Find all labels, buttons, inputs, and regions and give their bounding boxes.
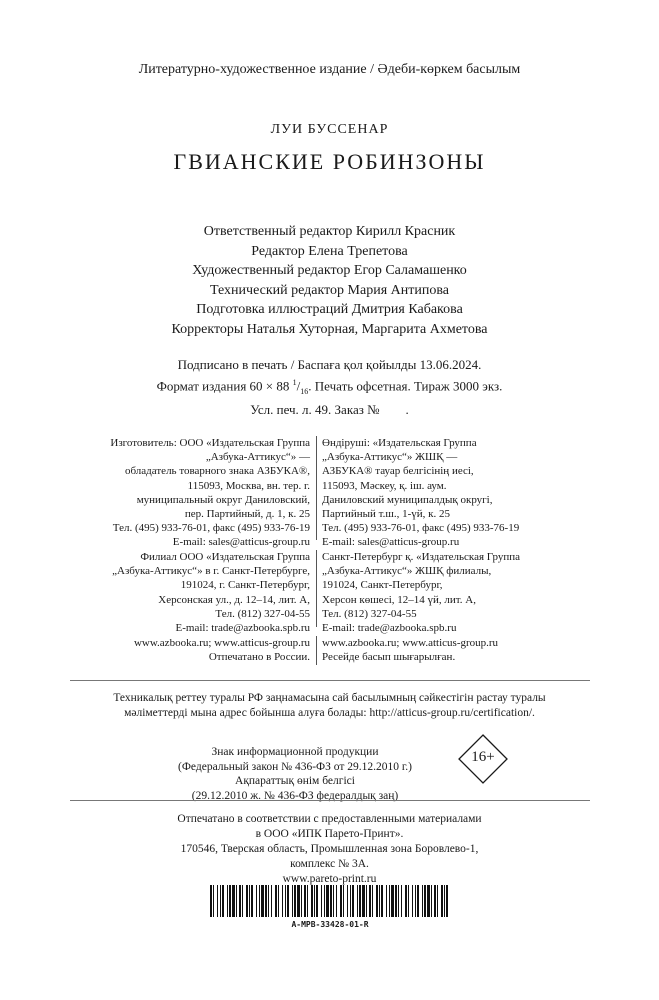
barcode-bar [357,885,358,917]
barcode-bar [401,885,402,917]
barcode-bar [330,885,332,917]
editorial-credits [0,222,659,339]
print-info [0,356,659,419]
printer-info: Отпечатано в соответствии с предоставленными материалами в ООО «ИПК Парето-Принт». 170546, Тверская область, Промышленная зона Боровлево-1, комплекс № 3А. www.pareto-print.ru [0,812,659,887]
credit-line: Ответственный редактор Кирилл Красник [203,224,456,239]
barcode-bar [381,885,383,917]
barcode-bar [372,885,373,917]
barcode-bar [242,885,243,917]
barcode-bar [294,885,296,917]
trade-email[interactable]: E-mail: trade@azbooka.spb.ru [322,622,457,635]
barcode-bar [408,885,409,917]
barcode-bar [333,885,334,917]
column-divider [316,436,317,540]
barcode-bar [386,885,387,917]
barcode-bar [297,885,300,917]
barcode-bar [282,885,283,917]
order-line: Усл. печ. л. 49. Заказ № . [250,401,409,417]
barcode-bar [444,885,445,917]
barcode-bar [287,885,289,917]
barcode-bar [422,885,423,917]
barcode-bar [256,885,257,917]
barcode-bar [261,885,264,917]
sales-email[interactable]: E-mail: sales@atticus-group.ru [322,536,460,549]
barcode-bar [366,885,367,917]
barcode-bar [391,885,394,917]
barcode-bar [379,885,380,917]
website-links[interactable]: www.azbooka.ru; www.atticus-group.ru [133,637,310,649]
sales-email[interactable]: E-mail: sales@atticus-group.ru [172,536,310,549]
barcode-bar [222,885,224,917]
barcode-bar [376,885,378,917]
barcode-bar [271,885,272,917]
age-rating-badge [458,734,508,784]
barcode-bar [285,885,286,917]
barcode-bar [389,885,390,917]
barcode-bar [362,885,365,917]
barcode-bar [352,885,354,917]
barcode-bar [236,885,237,917]
barcode-bar [311,885,313,917]
barcode-bar [395,885,397,917]
manufacturer-ru: Изготовитель: ООО «Издательская Группа „Азбука-Аттикус“» — обладатель товарного знака АЗБУКА®, 115093, Москва, вн. тер. г. муниципальный округ Даниловский, пер. Партийный, д. 1, к. 25 Тел. (495) 933-76-01, факс (495) 933-76-19 E-mail: sales@atticus-group.ru [70,436,310,550]
barcode-bar [278,885,279,917]
barcode-bar [210,885,212,917]
barcode-bar [417,885,419,917]
barcode-bar [227,885,228,917]
branch-kz: Санкт-Петербург қ. «Издательская Группа „Азбука-Аттикус“» ЖШҚ филиалы, 191024, Санкт-Петербург, Херсон көшесі, 12–14 үй, лит. А, Тел. (812) 327-04-55 E-mail: trade@azbooka.spb.ru [322,550,582,635]
barcode-bar [437,885,438,917]
barcode-bar [316,885,318,917]
barcode-bar [307,885,308,917]
web-ru: www.azbooka.ru; www.atticus-group.ru Отпечатано в России. [70,636,310,664]
barcode-bar [314,885,315,917]
barcode-bar [324,885,325,917]
barcode-bar [412,885,413,917]
barcode-bar [213,885,214,917]
barcode-bar [220,885,221,917]
barcode-bar [304,885,306,917]
manufacturer-kz: Өндіруші: «Издательская Группа „Азбука-Аттикус“» ЖШҚ — АЗБУКА® тауар белгісінің иесі, 115093, Мәскеу, қ. іш. аум. Даниловский муниципалдық округі, Партийный т.ш., 1-үй, к. 25 Тел. (495) 933-76-01, факс (495) 933-76-19 E-mail: sales@atticus-group.ru [322,436,582,550]
column-divider [316,550,317,627]
signed-date: Подписано в печать / Баспаға қол қойылды 13.06.2024. [177,357,482,372]
barcode-bar [336,885,337,917]
info-product-sign: Знак информационной продукции (Федеральный закон № 436-ФЗ от 29.12.2010 г.) Ақпараттық өнім белгісі (29.12.2010 ж. № 436-ФЗ федералдық заң) [178,746,412,802]
barcode-bar [292,885,293,917]
barcode-bar [369,885,371,917]
edition-type: Литературно-художественное издание / Әдеби-көркем басылым [138,62,521,77]
website-links[interactable]: www.azbooka.ru; www.atticus-group.ru [322,637,499,649]
barcode-bar [217,885,218,917]
barcode-bar [424,885,426,917]
barcode-bar [359,885,361,917]
credit-line: Художественный редактор Егор Саламашенко [192,263,467,278]
credit-line: Редактор Елена Трепетова [251,243,408,259]
barcode-bar [427,885,430,917]
barcode-bar [340,885,342,917]
barcode-bar [343,885,344,917]
barcode-bar [259,885,260,917]
book-title: ГВИАНСКИЕ РОБИНЗОНЫ [173,149,486,174]
format-numerator: 1 [292,378,297,387]
tech-regulation-note: Техникалық реттеу туралы РФ заңнамасына сай басылымның сәйкестігін растау туралы мәліметтерді мына адрес бойынша алуға болады: http://atticus-group.ru/certification/. [113,692,546,719]
divider [70,680,590,681]
author-name: ЛУИ БУССЕНАР [270,122,389,137]
barcode-bar [347,885,348,917]
barcode-bar [265,885,267,917]
barcode-bar [326,885,329,917]
credit-line: Корректоры Наталья Хуторная, Маргарита Ахметова [171,321,488,337]
divider [70,800,590,801]
branch-ru: Филиал ООО «Издательская Группа „Азбука-Аттикус“» в г. Санкт-Петербурге, 191024, г. Санкт-Петербург, Херсонская ул., д. 12–14, лит. А, Тел. (812) 327-04-55 E-mail: trade@azbooka.spb.ru [70,550,310,635]
barcode-text: A-MPB-33428-01-R [291,920,369,929]
barcode-bar [246,885,248,917]
barcode-bar [232,885,235,917]
barcode-bar [434,885,436,917]
barcode-bar [301,885,302,917]
printer-website[interactable]: www.pareto-print.ru [282,873,377,885]
barcode-bar [249,885,250,917]
barcode-bar [275,885,277,917]
barcode-bar [415,885,416,917]
trade-email[interactable]: E-mail: trade@azbooka.spb.ru [175,622,310,635]
barcode-bar [321,885,322,917]
age-rating-text: 16+ [471,749,495,765]
barcode [210,885,450,917]
credit-line: Подготовка иллюстраций Дмитрия Кабакова [196,302,463,317]
barcode-bar [398,885,399,917]
web-kz: www.azbooka.ru; www.atticus-group.ru Ресейде басып шығарылған. [322,636,582,664]
column-divider [316,636,317,665]
barcode-bar [251,885,253,917]
barcode-bar [405,885,407,917]
format-line: Формат издания 60 × 88 $^1/_{16}$. Печать офсетная. Тираж 3000 экз. [156,378,503,396]
barcode-bar [441,885,443,917]
barcode-bar [229,885,231,917]
barcode-bar [239,885,241,917]
barcode-bar [431,885,432,917]
credit-line: Технический редактор Мария Антипова [210,282,449,298]
barcode-bar [350,885,351,917]
format-denominator: 16 [300,386,309,396]
barcode-bar [268,885,269,917]
barcode-bar [446,885,448,917]
